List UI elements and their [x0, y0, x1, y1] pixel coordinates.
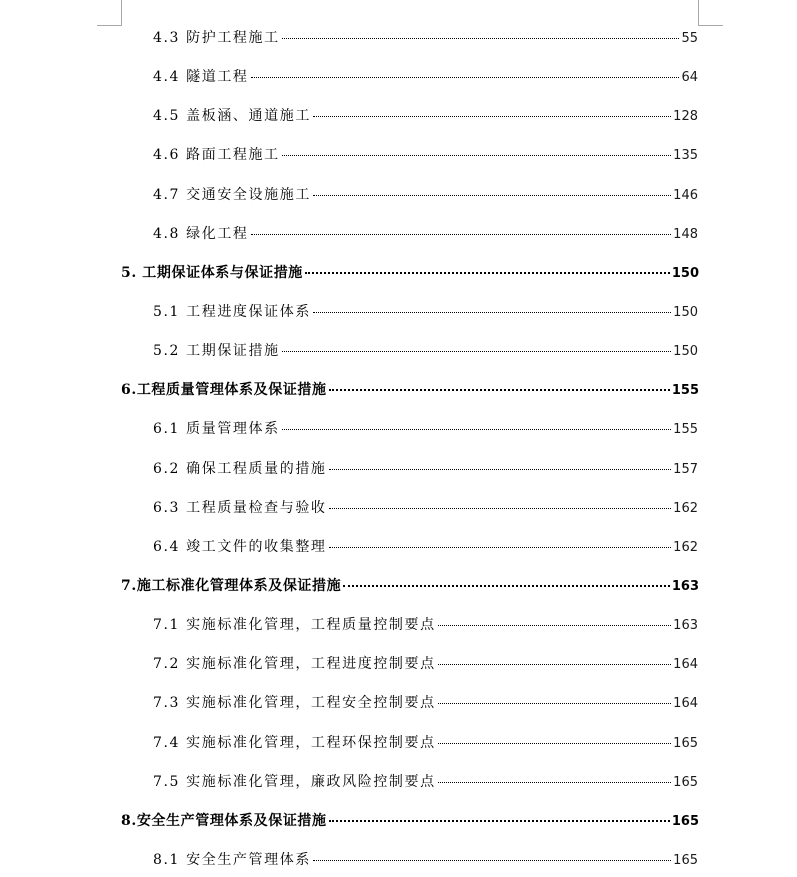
toc-dot-leader [329, 388, 670, 391]
toc-entry-title: 6.1 质量管理体系 [153, 421, 280, 437]
toc-dot-leader [313, 311, 671, 313]
toc-section-entry[interactable] [153, 27, 698, 49]
toc-dot-leader [305, 271, 670, 274]
toc-dot-leader [438, 781, 671, 783]
toc-page-number: 150 [671, 266, 699, 281]
toc-page-number: 165 [671, 814, 699, 829]
toc-page-number: 146 [673, 188, 698, 203]
toc-entry-title: 8.1 安全生产管理体系 [153, 852, 311, 868]
toc-section-entry[interactable] [153, 771, 698, 793]
toc-chapter-entry[interactable] [121, 379, 699, 401]
toc-dot-leader [282, 37, 680, 39]
toc-entry-title: 4.5 盖板涵、通道施工 [153, 108, 311, 124]
toc-page-number: 64 [681, 70, 698, 85]
toc-entry-title: 5. 工期保证体系与保证措施 [121, 265, 303, 281]
toc-dot-leader [251, 233, 672, 235]
toc-chapter-entry[interactable] [121, 262, 699, 284]
toc-section-entry[interactable] [153, 105, 698, 127]
toc-dot-leader [251, 76, 680, 78]
crop-mark-right-vertical [698, 0, 699, 26]
toc-section-entry[interactable] [153, 653, 698, 675]
toc-section-entry[interactable] [153, 144, 698, 166]
toc-entry-title: 4.7 交通安全设施施工 [153, 187, 311, 203]
toc-dot-leader [329, 819, 670, 822]
toc-dot-leader [313, 859, 671, 861]
toc-page-number: 155 [671, 383, 699, 398]
toc-dot-leader [438, 624, 671, 626]
toc-page-number: 162 [673, 540, 698, 555]
toc-page-number: 150 [673, 305, 698, 320]
toc-section-entry[interactable] [153, 536, 698, 558]
toc-page-number: 165 [673, 853, 698, 868]
toc-page-number: 155 [673, 422, 698, 437]
toc-dot-leader [438, 742, 671, 744]
toc-page-number: 135 [673, 148, 698, 163]
toc-dot-leader [343, 584, 670, 587]
toc-entry-title: 5.2 工期保证措施 [153, 343, 280, 359]
toc-dot-leader [438, 663, 671, 665]
toc-entry-title: 7.1 实施标准化管理，工程质量控制要点 [153, 617, 436, 633]
toc-dot-leader [329, 546, 672, 548]
toc-entry-title: 5.1 工程进度保证体系 [153, 304, 311, 320]
toc-entry-title: 4.4 隧道工程 [153, 69, 249, 85]
toc-section-entry[interactable] [153, 497, 698, 519]
crop-mark-left-horizontal [97, 25, 122, 26]
toc-page-number: 165 [673, 736, 698, 751]
toc-entry-title: 7.4 实施标准化管理，工程环保控制要点 [153, 735, 436, 751]
toc-dot-leader [438, 702, 671, 704]
toc-entry-title: 4.3 防护工程施工 [153, 30, 280, 46]
crop-mark-right-horizontal [698, 25, 723, 26]
toc-entry-title: 6.2 确保工程质量的措施 [153, 461, 327, 477]
toc-page-number: 150 [673, 344, 698, 359]
toc-section-entry[interactable] [153, 692, 698, 714]
toc-entry-title: 6.4 竣工文件的收集整理 [153, 539, 327, 555]
toc-section-entry[interactable] [153, 340, 698, 362]
toc-page-number: 55 [681, 31, 698, 46]
toc-entry-title: 4.6 路面工程施工 [153, 147, 280, 163]
toc-section-entry[interactable] [153, 458, 698, 480]
toc-page-number: 164 [673, 696, 698, 711]
toc-page-number: 162 [673, 501, 698, 516]
toc-entry-title: 8.安全生产管理体系及保证措施 [121, 813, 327, 829]
toc-entry-title: 6.3 工程质量检查与验收 [153, 500, 327, 516]
toc-dot-leader [282, 428, 671, 430]
toc-section-entry[interactable] [153, 66, 698, 88]
toc-section-entry[interactable] [153, 732, 698, 754]
toc-dot-leader [313, 194, 671, 196]
toc-dot-leader [282, 350, 671, 352]
toc-section-entry[interactable] [153, 614, 698, 636]
toc-dot-leader [313, 115, 671, 117]
toc-page-number: 163 [671, 579, 699, 594]
toc-entry-title: 7.施工标准化管理体系及保证措施 [121, 578, 342, 594]
toc-section-entry[interactable] [153, 418, 698, 440]
toc-page-number: 164 [673, 657, 698, 672]
toc-entry-title: 6.工程质量管理体系及保证措施 [121, 382, 327, 398]
toc-entry-title: 7.2 实施标准化管理，工程进度控制要点 [153, 656, 436, 672]
toc-dot-leader [329, 468, 672, 470]
crop-mark-left-vertical [121, 0, 122, 26]
toc-entry-title: 7.3 实施标准化管理，工程安全控制要点 [153, 695, 436, 711]
toc-chapter-entry[interactable] [121, 810, 699, 832]
toc-section-entry[interactable] [153, 223, 698, 245]
toc-section-entry[interactable] [153, 849, 698, 871]
toc-chapter-entry[interactable] [121, 575, 699, 597]
toc-entry-title: 4.8 绿化工程 [153, 226, 249, 242]
toc-page-number: 163 [673, 618, 698, 633]
toc-page-number: 157 [673, 462, 698, 477]
toc-dot-leader [329, 507, 672, 509]
toc-page-number: 165 [673, 775, 698, 790]
toc-dot-leader [282, 154, 671, 156]
toc-section-entry[interactable] [153, 301, 698, 323]
toc-section-entry[interactable] [153, 184, 698, 206]
toc-page-number: 128 [673, 109, 698, 124]
toc-entry-title: 7.5 实施标准化管理，廉政风险控制要点 [153, 774, 436, 790]
toc-page-number: 148 [673, 227, 698, 242]
